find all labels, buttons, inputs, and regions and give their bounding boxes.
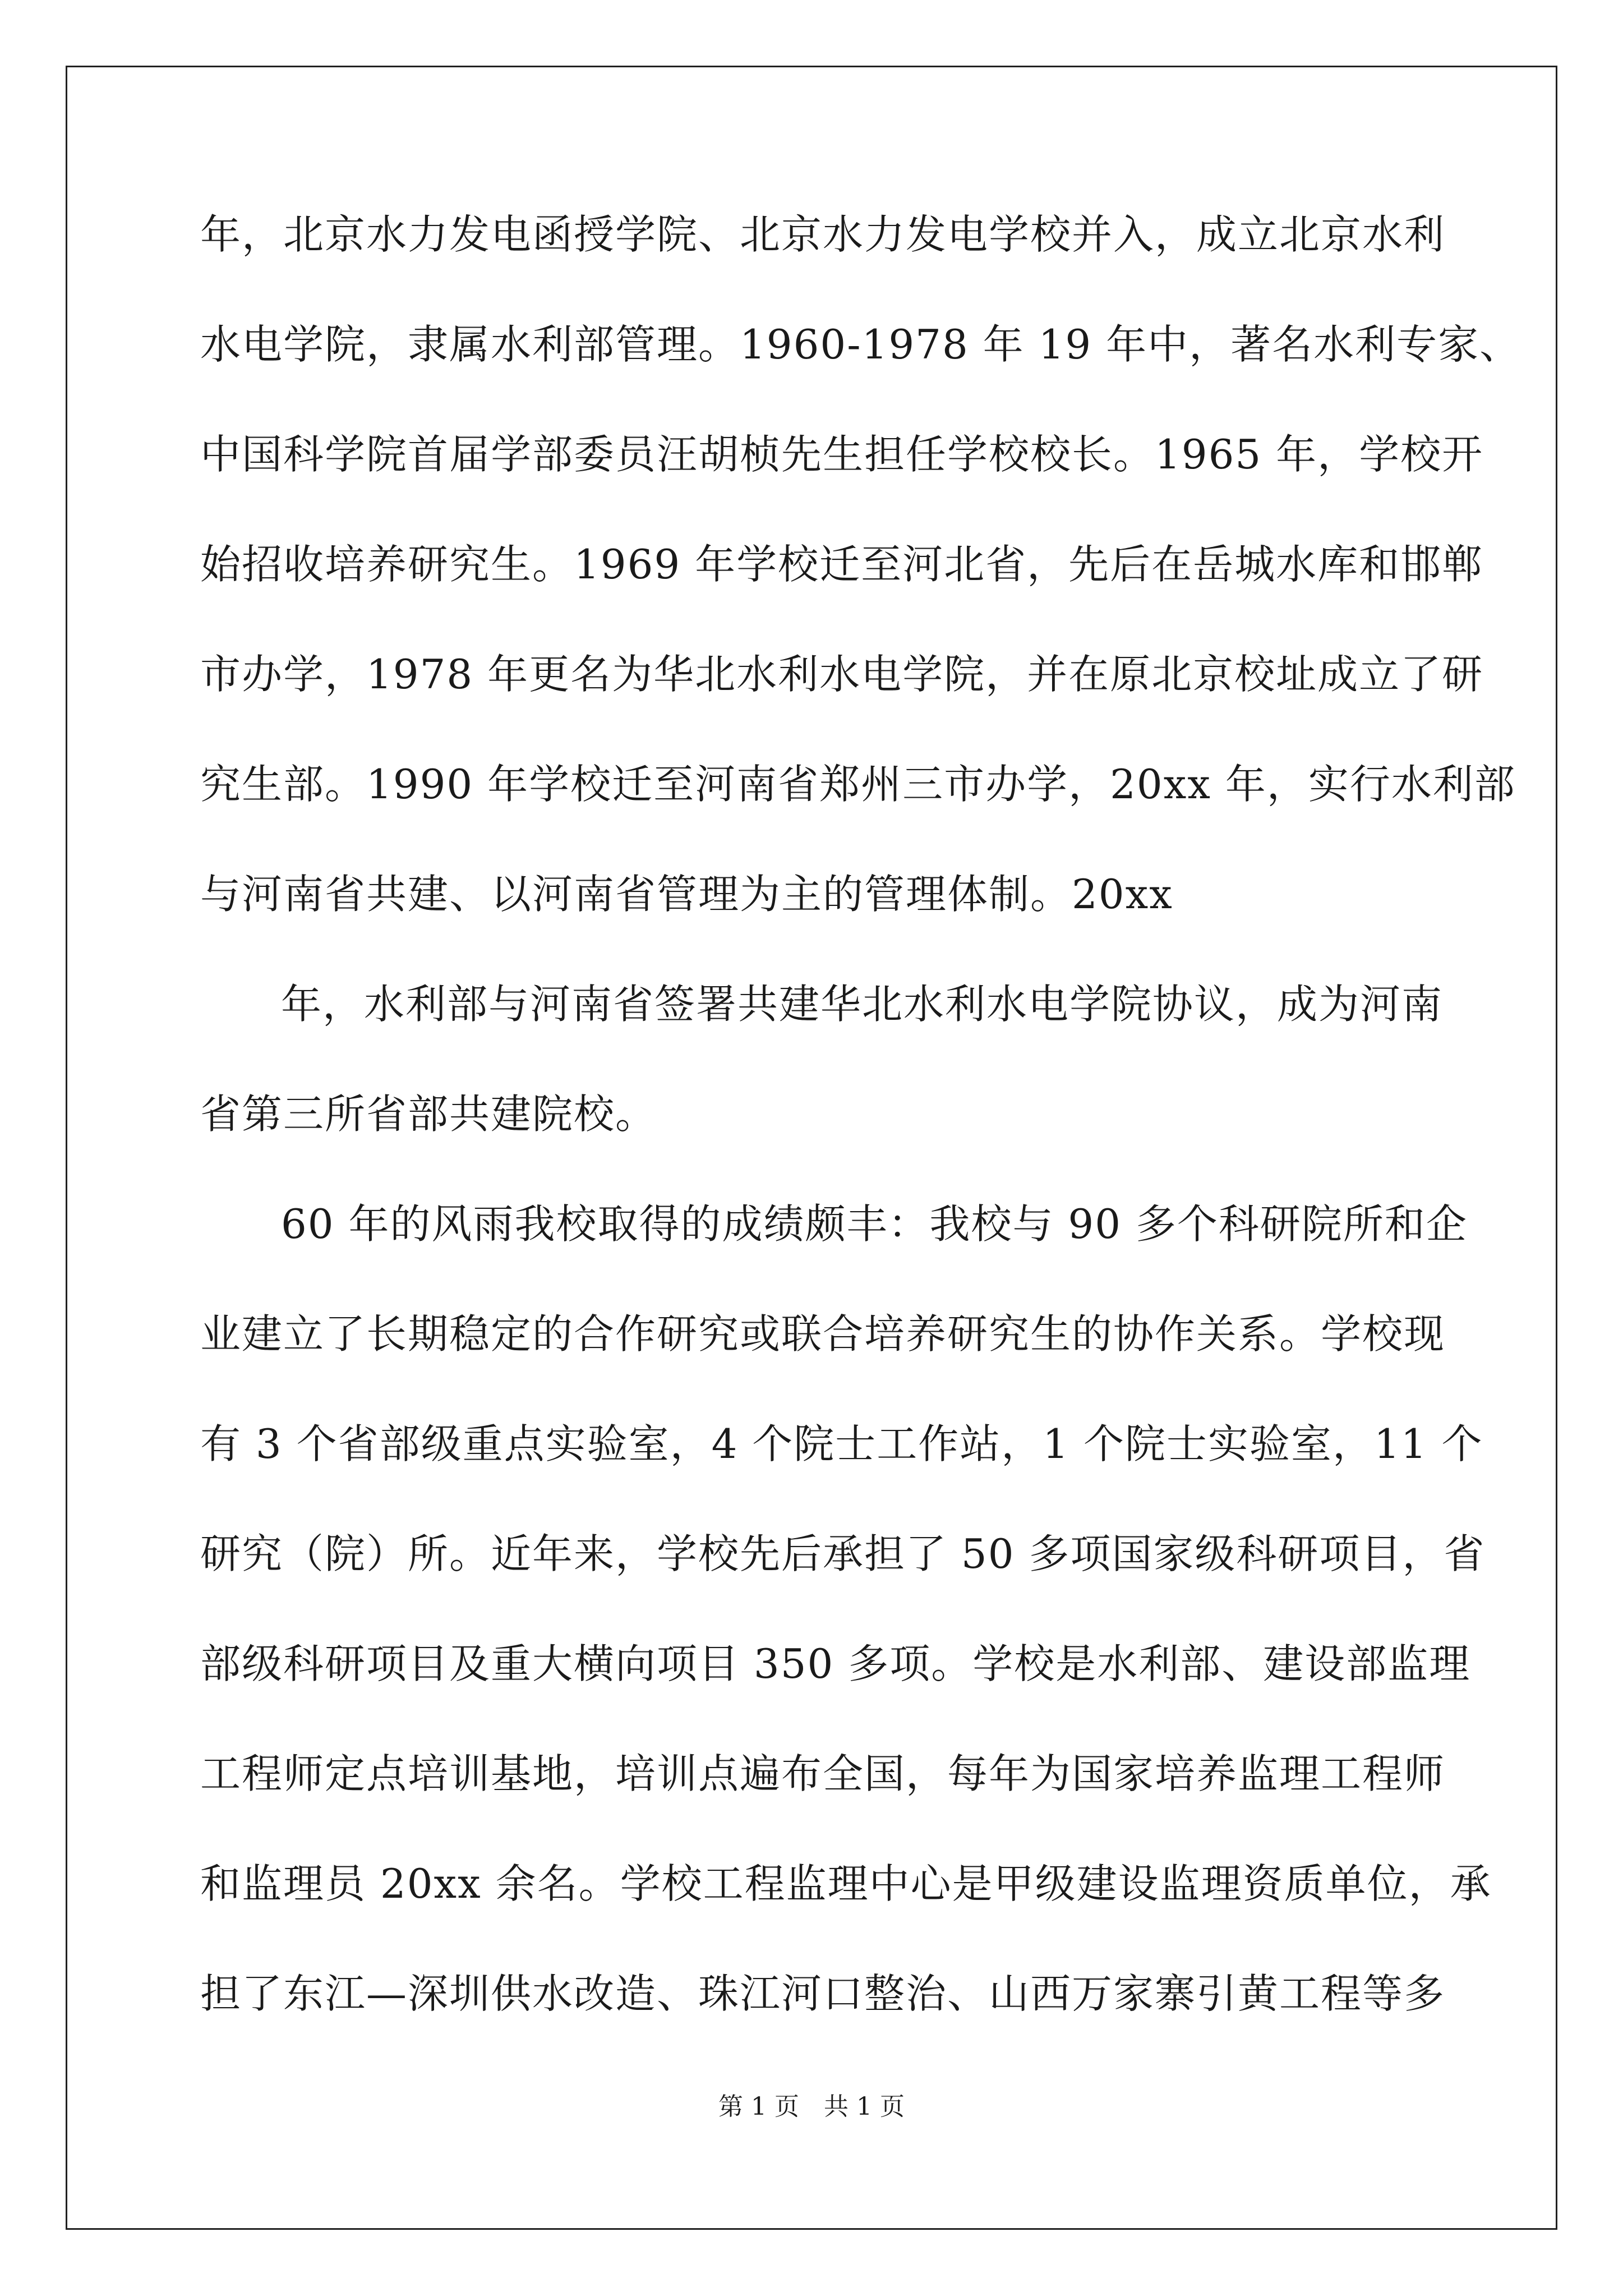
- text-line: 工程师定点培训基地，培训点遍布全国，每年为国家培养监理工程师: [200, 1750, 1446, 1797]
- text-line: 省第三所省部共建院校。: [200, 1091, 657, 1138]
- text-line: 中国科学院首届学部委员汪胡桢先生担任学校校长。1965 年，学校开: [200, 431, 1484, 478]
- text-line: 研究（院）所。近年来，学校先后承担了 50 多项国家级科研项目，省: [200, 1530, 1486, 1577]
- text-line: 究生部。1990 年学校迁至河南省郑州三市办学，20xx 年，实行水利部: [200, 761, 1516, 808]
- text-line: 业建立了长期稳定的合作研究或联合培养研究生的协作关系。学校现: [200, 1310, 1446, 1358]
- text-line: 担了东江—深圳供水改造、珠江河口整治、山西万家寨引黄工程等多: [200, 1970, 1446, 2017]
- text-line: 年，北京水力发电函授学院、北京水力发电学校并入，成立北京水利: [200, 211, 1446, 258]
- paragraph-first-line: 年，水利部与河南省签署共建华北水利水电学院协议，成为河南: [281, 981, 1444, 1028]
- text-line: 和监理员 20xx 余名。学校工程监理中心是甲级建设监理资质单位，承: [200, 1860, 1492, 1907]
- page-footer: 第 1 页 共 1 页: [718, 2092, 905, 2121]
- paragraph-first-line: 60 年的风雨我校取得的成绩颇丰：我校与 90 多个科研院所和企: [281, 1200, 1468, 1248]
- text-line: 市办学，1978 年更名为华北水利水电学院，并在原北京校址成立了研: [200, 651, 1484, 698]
- text-line: 与河南省共建、以河南省管理为主的管理体制。20xx: [200, 871, 1173, 918]
- text-line: 始招收培养研究生。1969 年学校迁至河北省，先后在岳城水库和邯郸: [200, 541, 1484, 588]
- text-line: 部级科研项目及重大横向项目 350 多项。学校是水利部、建设部监理: [200, 1640, 1471, 1687]
- text-line: 水电学院，隶属水利部管理。1960-1978 年 19 年中，著名水利专家、: [200, 321, 1521, 368]
- text-line: 有 3 个省部级重点实验室，4 个院士工作站，1 个院士实验室，11 个: [200, 1420, 1483, 1467]
- document-body: [200, 208, 1521, 2077]
